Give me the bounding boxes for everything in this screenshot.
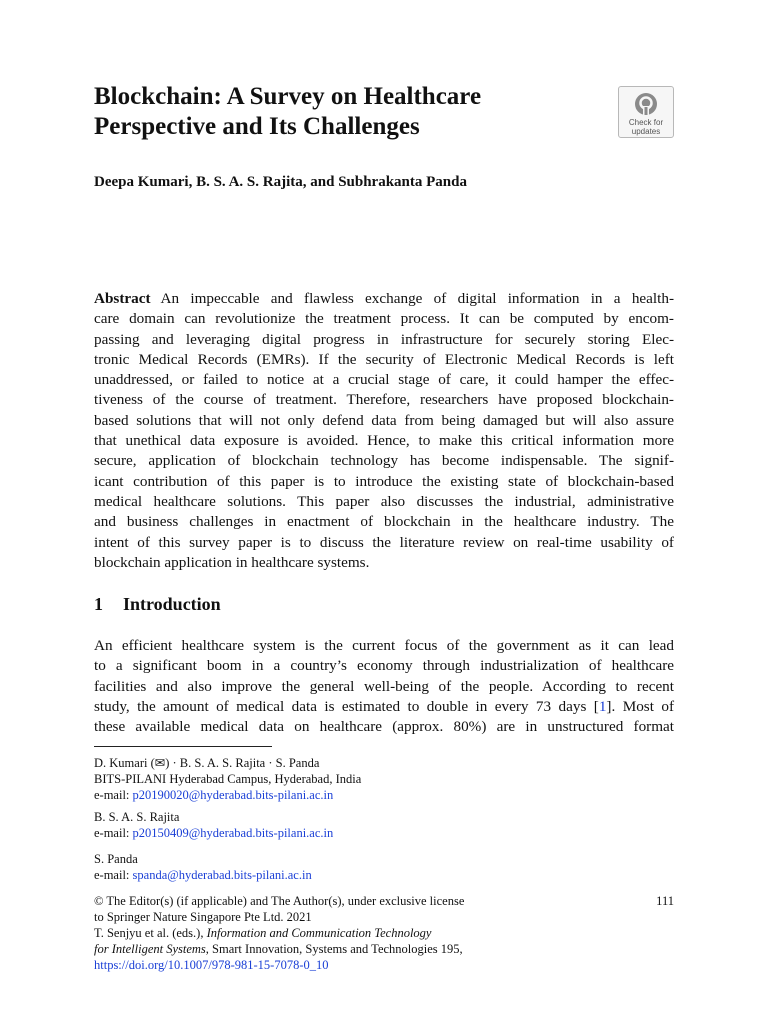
book-title: for Intelligent Systems xyxy=(94,942,206,956)
book-title: Information and Communication Technology xyxy=(206,926,432,940)
citation-link[interactable]: 1 xyxy=(598,697,607,715)
copyright-line: © The Editor(s) (if applicable) and The Author(s), under exclusive license xyxy=(94,894,465,908)
author-name: B. S. A. S. Rajita xyxy=(94,810,180,824)
section-number: 1 xyxy=(94,594,103,614)
intro-line: to a significant boom in a country’s economy through industrialization of healthcare xyxy=(94,657,674,675)
abstract-line: based solutions that will not only defend data from being damaged but will also assure xyxy=(94,411,674,429)
title-line-1: Blockchain: A Survey on Healthcare xyxy=(94,83,482,110)
abstract-line: unaddressed, or failed to notice at a crucial stage of care, it could hamper the effec- xyxy=(94,371,674,389)
page-number: 111 xyxy=(656,894,674,908)
badge-label-line-2: updates xyxy=(631,127,661,136)
abstract-line: care domain can revolutionize the treatment process. It can be computed by encom- xyxy=(94,310,674,328)
affiliation-block-2 xyxy=(94,809,333,841)
copyright-line: to Springer Nature Singapore Pte Ltd. 2021 xyxy=(94,910,312,924)
affiliation-institution: BITS-PILANI Hyderabad Campus, Hyderabad, India xyxy=(94,772,362,786)
email-line xyxy=(94,787,361,803)
email-label: e-mail: xyxy=(94,826,133,840)
citation-line xyxy=(94,925,464,941)
section-title: Introduction xyxy=(123,594,221,614)
email-label: e-mail: xyxy=(94,788,133,802)
copyright-block xyxy=(94,893,464,973)
doi-line xyxy=(94,957,464,973)
abstract-line xyxy=(94,289,674,309)
intro-line: these available medical data on healthcare (approx. 80%) are in unstructured format xyxy=(94,718,674,736)
abstract-line: intent of this survey paper is to discuss the literature review on real-time usability of xyxy=(94,533,674,551)
title-line-2: Perspective and Its Challenges xyxy=(94,113,420,140)
abstract-line: icant contribution of this paper is to introduce the existing state of blockchain-based xyxy=(94,472,674,490)
citation-line xyxy=(94,941,464,957)
email-line xyxy=(94,825,333,841)
badge-label-line-1: Check for xyxy=(628,118,664,127)
doi-link[interactable]: https://doi.org/10.1007/978-981-15-7078-0_10 xyxy=(94,958,329,972)
check-for-updates-icon xyxy=(633,91,659,117)
intro-line xyxy=(94,697,674,717)
abstract-line: tronic Medical Records (EMRs). If the security of Electronic Medical Records is left xyxy=(94,350,674,368)
footnote-divider xyxy=(94,746,272,747)
abstract-line: and business challenges in enactment of blockchain in the healthcare industry. The xyxy=(94,513,674,531)
email-link[interactable]: p20190020@hyderabad.bits-pilani.ac.in xyxy=(132,788,334,802)
abstract-line: that unethical data exposure is avoided. Hence, to make this critical information more xyxy=(94,432,674,450)
abstract-line: blockchain application in healthcare systems. xyxy=(94,553,370,571)
affiliation-block-3 xyxy=(94,851,312,883)
abstract-label: Abstract xyxy=(94,290,151,307)
abstract-line: tiveness of the course of treatment. Therefore, researchers have proposed blockchain- xyxy=(94,391,674,409)
series-text: , Smart Innovation, Systems and Technologies 195, xyxy=(205,942,463,956)
section-heading xyxy=(94,593,221,615)
email-line xyxy=(94,867,312,883)
abstract xyxy=(94,289,674,573)
abstract-line-text: An impeccable and flawless exchange of digital information in a health- xyxy=(160,290,674,307)
intro-line: facilities and also improve the general well-being of the people. According to recent xyxy=(94,677,674,695)
intro-line: An efficient healthcare system is the current focus of the government as it can lead xyxy=(94,637,674,654)
author-name: S. Panda xyxy=(94,852,138,866)
check-for-updates-badge[interactable] xyxy=(618,86,674,138)
intro-line-text: study, the amount of medical data is estimated to double in every 73 days [ xyxy=(94,697,599,715)
abstract-line: passing and leveraging digital progress in infrastructure for securely storing Elec- xyxy=(94,330,674,348)
abstract-line: secure, application of blockchain technology has become indispensable. The signif- xyxy=(94,452,674,470)
abstract-line: medical healthcare solutions. This paper also discusses the industrial, administrative xyxy=(94,492,674,510)
affiliation-block-1 xyxy=(94,755,361,803)
citation-text: T. Senjyu et al. (eds.), xyxy=(94,926,207,940)
email-link[interactable]: spanda@hyderabad.bits-pilani.ac.in xyxy=(132,868,312,882)
author-affiliation-names: D. Kumari (✉) · B. S. A. S. Rajita · S. Panda xyxy=(94,756,320,770)
intro-line-text: ]. Most of xyxy=(606,697,674,715)
paper-title xyxy=(94,82,594,142)
email-link[interactable]: p20150409@hyderabad.bits-pilani.ac.in xyxy=(132,826,334,840)
introduction-paragraph xyxy=(94,636,674,737)
author-list: Deepa Kumari, B. S. A. S. Rajita, and Subhrakanta Panda xyxy=(94,174,467,190)
email-label: e-mail: xyxy=(94,868,133,882)
